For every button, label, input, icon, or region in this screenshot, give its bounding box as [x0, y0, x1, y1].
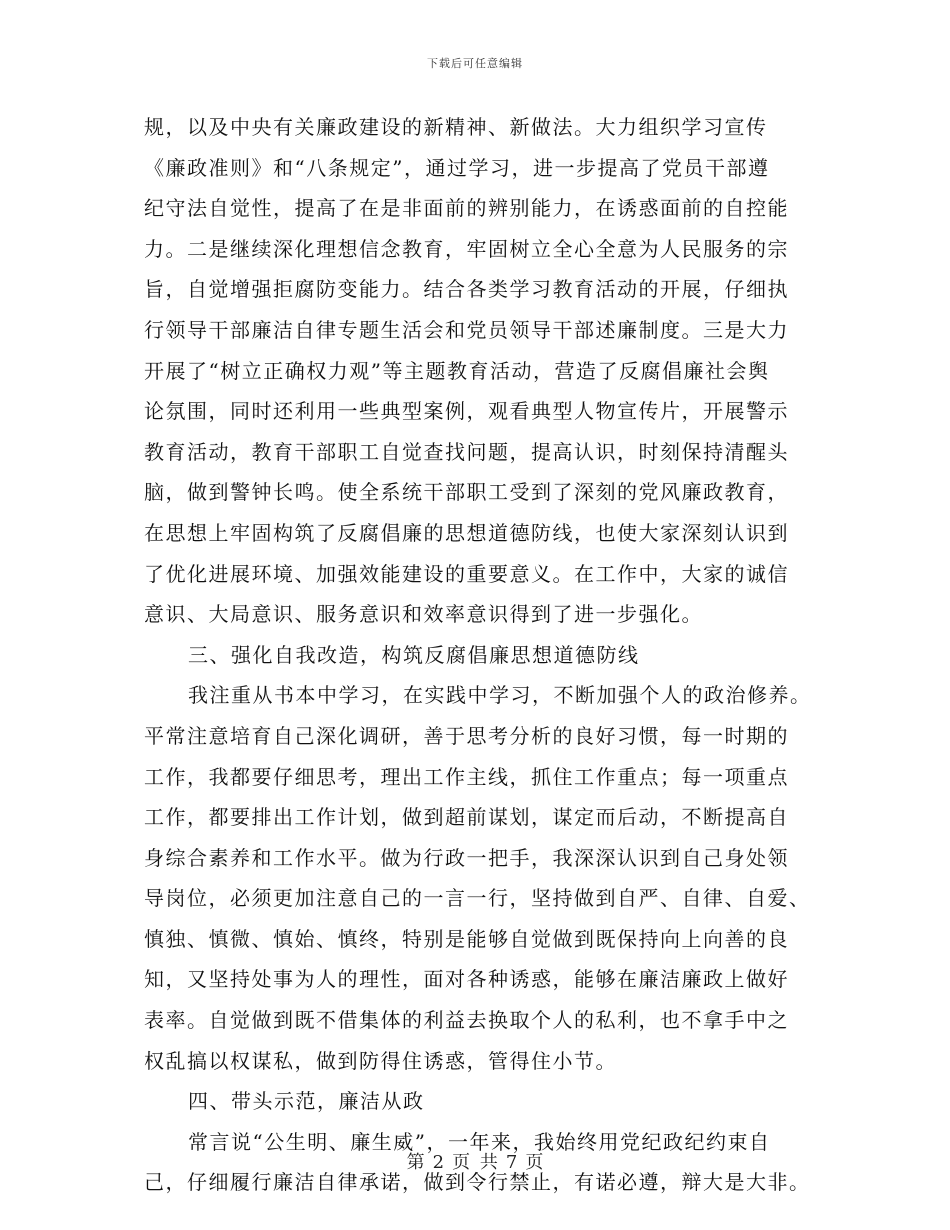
text-line: 工作，都要排出工作计划，做到超前谋划，谋定而后动，不断提高自 — [144, 805, 789, 830]
section-heading: 四、带头示范，廉洁从政 — [188, 1089, 425, 1114]
text-line: 平常注意培育自己深化调研，善于思考分析的良好习惯，每一时期的 — [144, 723, 789, 748]
text-line: 己，仔细履行廉洁自律承诺，做到令行禁止，有诺必遵，辩大是大非。 — [144, 1170, 811, 1195]
text-line: 表率。自觉做到既不借集体的利益去换取个人的私利，也不拿手中之 — [144, 1008, 789, 1033]
text-line: 力。二是继续深化理想信念教育，牢固树立全心全意为人民服务的宗 — [144, 236, 789, 261]
total-pages-number: 7 — [505, 1152, 518, 1173]
text-line: 行领导干部廉洁自律专题生活会和党员领导干部述廉制度。三是大力 — [144, 317, 789, 342]
text-line: 脑，做到警钟长鸣。使全系统干部职工受到了深刻的党风廉政教育， — [144, 480, 789, 505]
text-line: 意识、大局意识、服务意识和效率意识得到了进一步强化。 — [144, 602, 703, 627]
text-line: 纪守法自觉性，提高了在是非面前的辨别能力，在诱惑面前的自控能 — [144, 196, 789, 221]
page-footer — [0, 1148, 950, 1174]
document-body — [144, 107, 814, 1203]
text-line: 我注重从书本中学习，在实践中学习，不断加强个人的政治修养。 — [188, 683, 812, 708]
text-line: 常言说“公生明、廉生威”，一年来，我始终用党纪政纪约束自 — [188, 1129, 771, 1154]
section-heading: 三、强化自我改造，构筑反腐倡廉思想道德防线 — [188, 642, 640, 667]
text-line: 权乱搞以权谋私，做到防得住诱惑，管得住小节。 — [144, 1048, 617, 1073]
header-text: 下载后可任意编辑 — [427, 57, 523, 70]
text-line: 旨，自觉增强拒腐防变能力。结合各类学习教育活动的开展，仔细执 — [144, 277, 789, 302]
text-line: 身综合素养和工作水平。做为行政一把手，我深深认识到自己身处领 — [144, 845, 789, 870]
text-line: 知，又坚持处事为人的理性，面对各种诱惑，能够在廉洁廉政上做好 — [144, 967, 789, 992]
text-line: 在思想上牢固构筑了反腐倡廉的思想道德防线，也使大家深刻认识到 — [144, 520, 789, 545]
footer-suffix: 页 — [525, 1152, 544, 1173]
footer-prefix: 第 — [406, 1152, 425, 1173]
page-header — [0, 55, 950, 71]
text-line: 工作，我都要仔细思考，理出工作主线，抓住工作重点；每一项重点 — [144, 764, 789, 789]
text-line: 慎独、慎微、慎始、慎终，特别是能够自觉做到既保持向上向善的良 — [144, 926, 789, 951]
text-line: 论氛围，同时还利用一些典型案例，观看典型人物宣传片，开展警示 — [144, 399, 789, 424]
text-line: 规，以及中央有关廉政建设的新精神、新做法。大力组织学习宣传 — [144, 115, 768, 139]
text-line: 了优化进展环境、加强效能建设的重要意义。在工作中，大家的诚信 — [144, 561, 789, 586]
text-line: 开展了“树立正确权力观”等主题教育活动，营造了反腐倡廉社会舆 — [144, 358, 770, 383]
current-page-number: 2 — [432, 1152, 445, 1173]
text-line: 导岗位，必须更加注意自己的一言一行，坚持做到自严、自律、自爱、 — [144, 886, 811, 911]
text-line: 《廉政准则》和“八条规定”，通过学习，进一步提高了党员干部遵 — [144, 155, 770, 180]
text-line: 教育活动，教育干部职工自觉查找问题，提高认识，时刻保持清醒头 — [144, 439, 789, 464]
footer-middle: 页 共 — [452, 1152, 498, 1173]
